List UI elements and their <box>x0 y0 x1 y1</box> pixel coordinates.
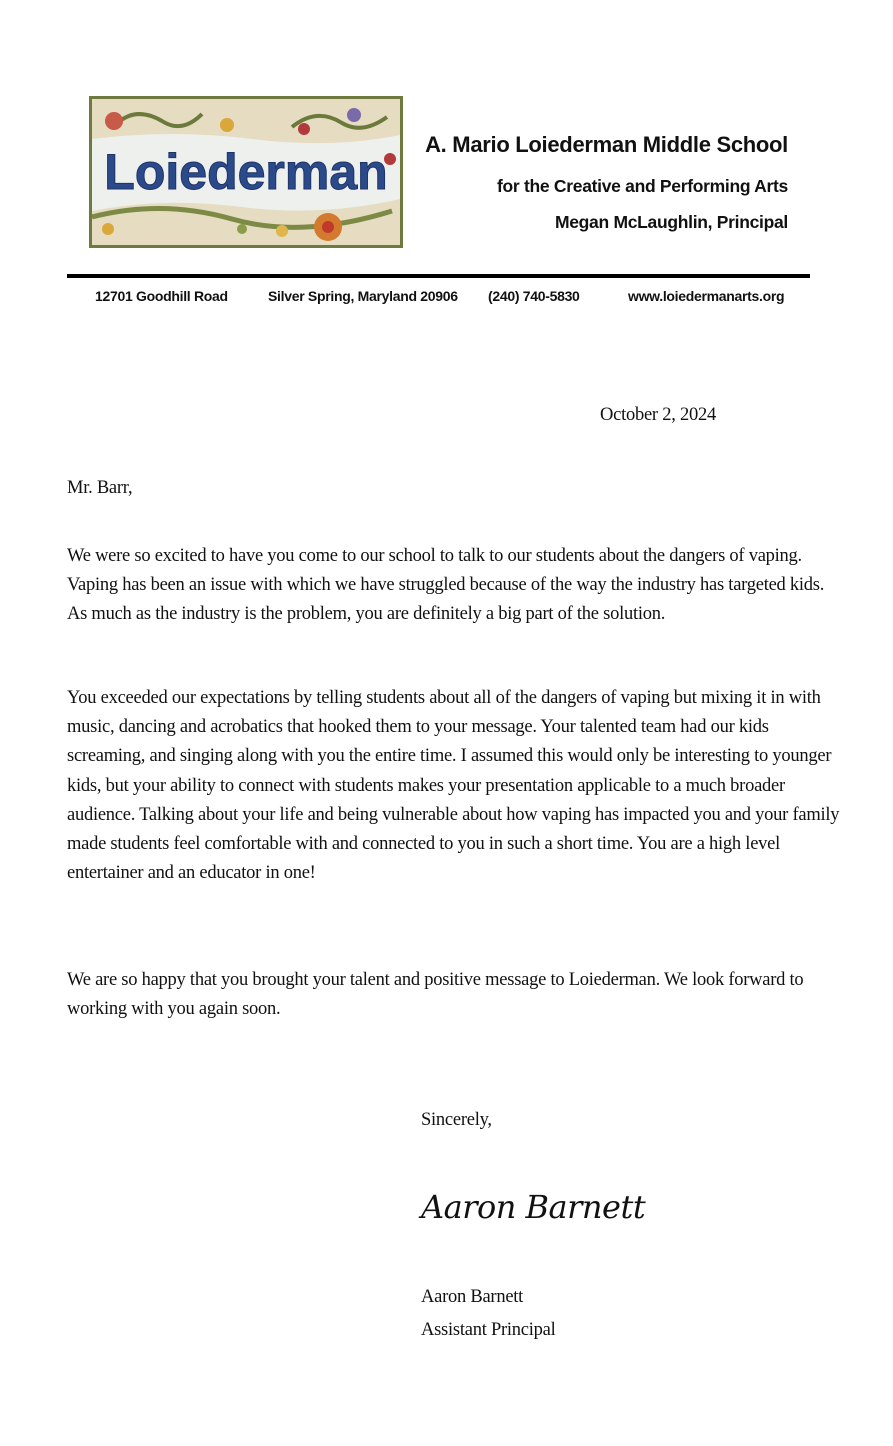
school-logo <box>89 96 403 248</box>
school-name: A. Mario Loiederman Middle School <box>425 132 788 157</box>
city-state-zip: Silver Spring, Maryland 20906 <box>268 288 458 304</box>
website-link[interactable]: www.loiedermanarts.org <box>628 288 785 304</box>
school-subtitle: for the Creative and Performing Arts <box>497 176 788 196</box>
principal-name: Megan McLaughlin, Principal <box>554 212 788 232</box>
header-divider <box>67 274 810 278</box>
logo-wordmark: Loiederman <box>104 144 388 200</box>
signer-title: Assistant Principal <box>421 1320 556 1340</box>
handwritten-signature: Aaron Barnett <box>421 1188 646 1226</box>
paragraph-1: We were so excited to have you come to our school to talk to our students about the dangers of vaping. Vaping has been an issue with which we have struggled because of the way the industry has targeted kids. As much as the industry is the problem, you are definitely a big part of the solution. <box>67 546 825 625</box>
closing: Sincerely, <box>421 1110 492 1130</box>
street-address: 12701 Goodhill Road <box>95 288 228 304</box>
signer-name: Aaron Barnett <box>421 1287 524 1307</box>
letter-date: October 2, 2024 <box>600 405 716 425</box>
salutation: Mr. Barr, <box>67 478 133 498</box>
paragraph-3: We are so happy that you brought your talent and positive message to Loiederman. We look forward to working with you again soon. <box>67 970 804 1020</box>
paragraph-2: You exceeded our expectations by telling students about all of the dangers of vaping but mixing it in with music, dancing and acrobatics that hooked them to your message. Your talented team had our kids screaming, and singing along with you the entire time. I assumed this would only be interesting to younger kids, but your ability to connect with students makes your presentation applicable to a much broader audience. Talking about your life and being vulnerable about how vaping has impacted you and your family made students feel comfortable with and connected to you in such a short time. You are a high level entertainer and an educator in one! <box>67 688 840 884</box>
mosaic-logo-graphic <box>92 99 400 245</box>
phone-number: (240) 740-5830 <box>488 288 580 304</box>
